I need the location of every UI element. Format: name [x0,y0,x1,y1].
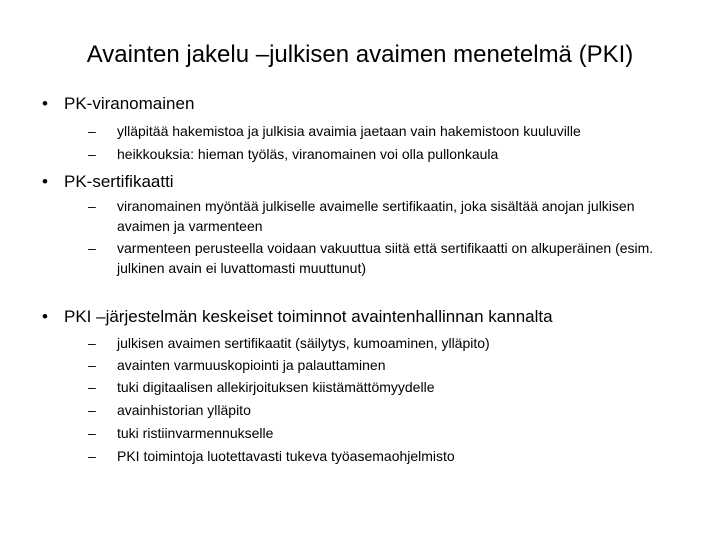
sub-item-text: PKI toimintoja luotettavasti tukeva työasemaohjelmisto [117,448,455,464]
dash-icon: – [88,402,96,418]
sub-item-text: heikkouksia: hieman työläs, viranomainen voi olla pullonkaula [117,146,499,162]
sub-item-text: tuki digitaalisen allekirjoituksen kiistämättömyydelle [117,379,435,395]
sub-item [88,446,678,466]
bullet-heading: PK-viranomainen [64,94,195,113]
bullet-icon: • [42,94,48,113]
sub-item [88,144,678,164]
sub-item [88,377,678,397]
dash-icon: – [88,448,96,464]
sub-item-text: avainten varmuuskopiointi ja palauttaminen [117,357,386,373]
dash-icon: – [88,198,96,214]
dash-icon: – [88,357,96,373]
bullet-pki-toiminnot [42,306,553,328]
bullet-heading: PK-sertifikaatti [64,172,174,191]
sub-item [88,400,678,420]
sub-item-text: julkisen avaimen sertifikaatit (säilytys, kumoaminen, ylläpito) [117,335,490,351]
bullet-heading: PKI –järjestelmän keskeiset toiminnot avaintenhallinnan kannalta [64,307,553,326]
slide-title: Avainten jakelu –julkisen avaimen menetelmä (PKI) [86,41,634,68]
sub-item-text: avainhistorian ylläpito [117,402,251,418]
sub-item-text: viranomainen myöntää julkiselle avaimelle sertifikaatin, joka sisältää anojan julkisen avaimen ja varmenteen [117,198,635,234]
sub-item-text: ylläpitää hakemistoa ja julkisia avaimia jaetaan vain hakemistoon kuuluville [117,123,581,139]
bullet-icon: • [42,307,48,326]
dash-icon: – [88,335,96,351]
sub-item-text: varmenteen perusteella voidaan vakuuttua siitä että sertifikaatti on alkuperäinen (esim. julkinen avain ei luvattomasti muuttunut) [117,240,654,276]
sub-item-text: tuki ristiinvarmennukselle [117,425,274,441]
dash-icon: – [88,425,96,441]
bullet-pk-viranomainen [42,93,194,115]
sub-item [88,121,678,141]
sub-item [88,423,678,443]
sub-item [88,196,678,236]
dash-icon: – [88,146,96,162]
dash-icon: – [88,379,96,395]
sub-item [88,238,678,278]
dash-icon: – [88,240,96,256]
sub-item [88,355,678,375]
dash-icon: – [88,123,96,139]
bullet-icon: • [42,172,48,191]
sub-item [88,333,678,353]
bullet-pk-sertifikaatti [42,171,174,193]
